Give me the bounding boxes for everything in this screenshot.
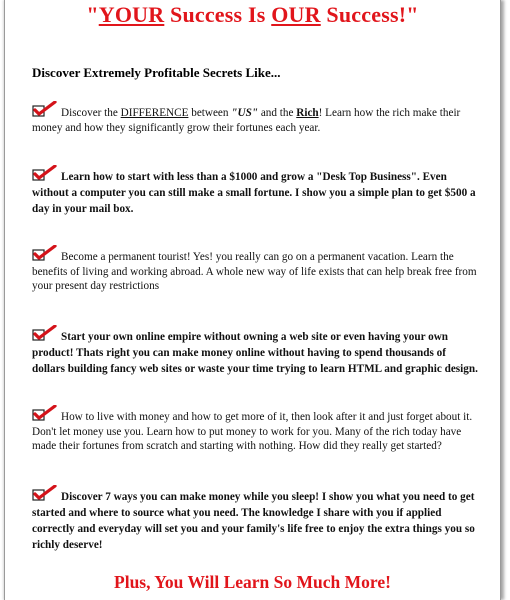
secret-item-4 [32, 325, 480, 377]
red-checkmark-icon [32, 405, 58, 422]
difference-word: DIFFERENCE [120, 107, 189, 119]
item-1-text-d: ! Learn how the rich make their money and how they significantly grow their fortunes each year. [32, 107, 461, 134]
intro-heading: Discover Extremely Profitable Secrets Like... [32, 65, 281, 80]
item-1-text-a: Discover the [61, 107, 121, 119]
red-checkmark-icon [32, 325, 58, 342]
item-1-text-b: between [188, 107, 232, 119]
headline-middle: Success Is [164, 2, 272, 27]
item-2-text: Learn how to start with less than a $1000 and grow a "Desk Top Business". Even without a computer you can still make a small fortune. I show you a simple plan to get $500 a day in your mail box. [32, 171, 476, 215]
page-headline [5, 2, 500, 28]
item-6-text: Discover 7 ways you can make money while you sleep! I show you what you need to get started and where to source what you need. The knowledge I share with you if applied correctly and everyday will set you and your family's life free to enjoy the extra things you so richly deserve! [32, 491, 475, 551]
us-word: "US" [231, 107, 259, 119]
headline-your: YOUR [98, 2, 165, 27]
secret-item-5 [32, 405, 480, 454]
headline-end: Success!" [320, 2, 419, 27]
closing-headline: Plus, You Will Learn So Much More! [114, 572, 391, 592]
red-checkmark-icon [32, 245, 58, 262]
red-checkmark-icon [32, 165, 58, 182]
page-container [4, 0, 501, 600]
item-5-text: How to live with money and how to get more of it, then look after it and just forget about it. Don't let money use you. Learn how to put money to work for you. Many of the rich today have made their fortunes from scratch and starting with nothing. How did they really get started? [32, 411, 473, 452]
secret-item-3 [32, 245, 480, 294]
red-checkmark-icon [32, 485, 58, 502]
secret-item-1 [32, 101, 480, 135]
item-3-text: Become a permanent tourist! Yes! you really can go on a permanent vacation. Learn the benefits of living and working abroad. A whole new way of life exists that can help break free from your present day restrictions [32, 251, 477, 292]
headline-quote-open: " [86, 2, 99, 27]
item-1-text-c: and the [258, 107, 297, 119]
rich-word: Rich [296, 107, 319, 119]
item-4-text: Start your own online empire without owning a web site or even having your own product! Thats right you can make money online without having to spend thousands of dollars building fancy web sites or waste your time trying to learn HTML and graphic design. [32, 331, 478, 375]
headline-our: OUR [271, 2, 321, 27]
secret-item-6 [32, 485, 480, 553]
secret-item-2 [32, 165, 480, 217]
red-checkmark-icon [32, 101, 58, 118]
